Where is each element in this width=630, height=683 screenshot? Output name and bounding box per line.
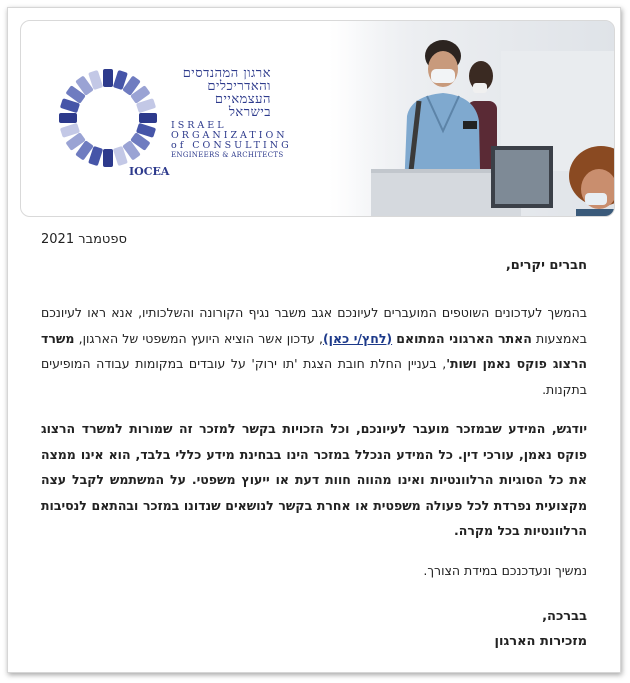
org-hebrew-line: בישראל — [228, 105, 271, 120]
p1-text: , בעניין החלת חובת הצגת 'תו ירוק' על עובדים במקומות עבודה המופיעים בתקנות. — [41, 356, 587, 397]
logo-wordmark: IOCEA — [129, 165, 170, 178]
paragraph-disclaimer: יודגש, המידע שבמזכר מועבר לעיונכם, וכל הזכויות בקשר למזכר זה שמורות למשרד הרצוג פוקס נאמן, עורכי דין. כל המידע הנכלל במזכר הינו בבחינת מידע כללי בלבד, הוא אינו ממצה את כל הסוגיות הרלוונטיות ואינו מהווה חוות דעת או ייעוץ משפטי. על המשתמש לקבל עצה מקצועית נפרדת לכל פעולה משפטית או אחרת בקשר לנושאים שנדונו במזכר ובהתאם לנסיבות הרלוונטיות בכל מקרה. — [41, 421, 587, 538]
org-hebrew-line: והאדריכלים — [207, 79, 271, 94]
org-english-line: of CONSULTING — [171, 140, 292, 151]
email-frame — [7, 7, 621, 673]
org-english-line: ORGANIZATION — [171, 130, 288, 141]
p1-text: בהמשך לעדכונים השוטפים המועברים לעיונכם אגב משבר נגיף הקורונה והשלכותיו, אנא ראו לעיונכם באמצעות — [41, 305, 587, 346]
org-name-hebrew — [171, 67, 271, 119]
signature: מזכירות הארגון — [494, 634, 587, 649]
org-hebrew-line: ארגון המהנדסים — [182, 66, 271, 81]
logo-segment — [59, 113, 77, 123]
org-hebrew-line: העצמאיים — [214, 92, 271, 107]
p1-bold-site: האתר הארגוני המתואם — [396, 330, 532, 346]
header-banner — [20, 20, 615, 217]
click-here-link[interactable]: (לחץ/י כאן) — [322, 330, 393, 346]
p1-bold-firm: משרד הרצוג פוקס נאמן ושות' — [41, 330, 587, 371]
org-english-line: ISRAEL — [171, 120, 227, 131]
header-photo — [351, 21, 614, 216]
sign-off: בברכה, — [542, 609, 587, 624]
logo-segment — [103, 149, 113, 167]
logo-segment — [139, 113, 157, 123]
letter-date: ספטמבר 2021 — [41, 232, 127, 247]
org-name-english — [171, 121, 292, 160]
paragraph-update — [41, 300, 587, 402]
org-english-line: ENGINEERS & ARCHITECTS — [171, 151, 284, 159]
logo-segment — [103, 69, 113, 87]
greeting: חברים יקרים, — [505, 258, 587, 273]
paragraph-closing: נמשיך ונעדכנכם במידת הצורך. — [423, 563, 587, 578]
p1-text: , עדכון אשר הוציא היועץ המשפטי של הארגון, — [74, 330, 323, 346]
iocea-logo-ring — [53, 63, 163, 173]
